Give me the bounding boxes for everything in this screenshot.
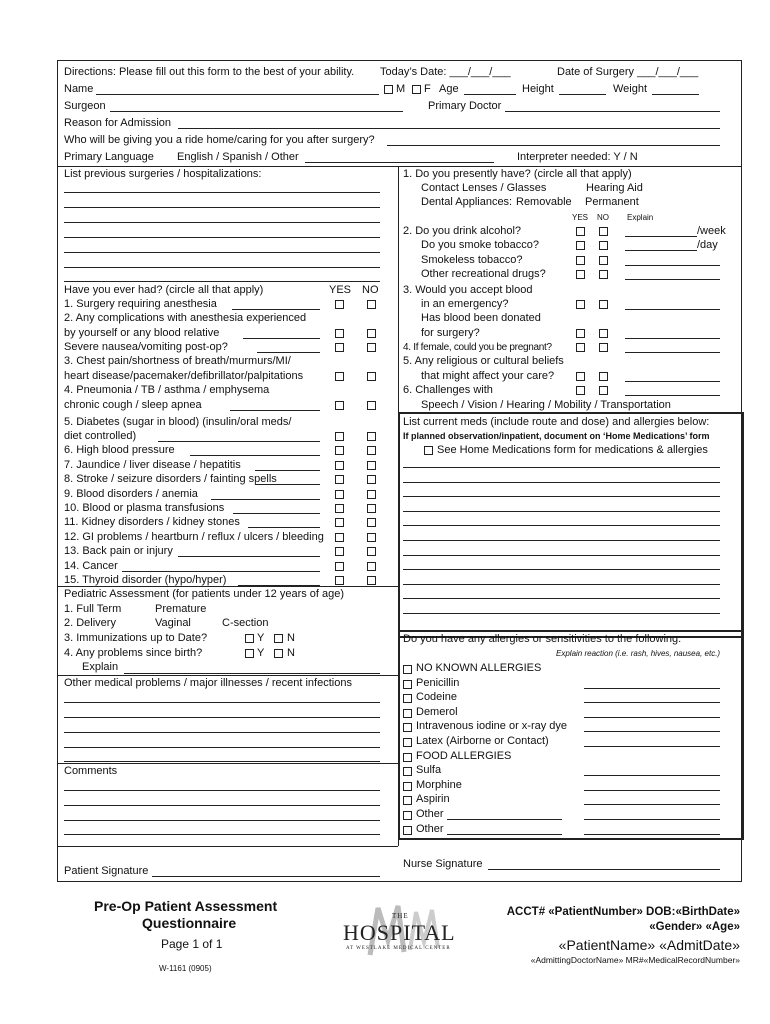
history-no-checkbox[interactable] <box>367 446 376 455</box>
primary-doctor-field[interactable] <box>505 111 720 112</box>
logo-hospital: HOSPITAL <box>343 920 456 945</box>
history-no-checkbox[interactable] <box>367 562 376 571</box>
other-medical-label: Other medical problems / major illnesses / recent infections <box>64 677 352 689</box>
allergy-label: NO KNOWN ALLERGIES <box>416 662 542 674</box>
allergy-label: Other <box>416 808 444 820</box>
explain-reaction-label: Explain reaction (i.e. rash, hives, nausea, etc.) <box>556 649 721 658</box>
no-header: NO <box>362 284 379 296</box>
q3-label: 3. Would you accept blood <box>403 284 533 296</box>
permanent-label: Permanent <box>585 196 639 208</box>
right-no-checkbox[interactable] <box>599 386 608 395</box>
male-label: M <box>396 83 406 95</box>
right-explain-line[interactable] <box>625 309 720 310</box>
history-fill-line[interactable] <box>233 513 320 514</box>
pediatric-title: Pediatric Assessment (for patients under 12 years of age) <box>64 588 345 600</box>
comments-line[interactable] <box>64 805 380 806</box>
allergy-checkbox[interactable] <box>403 665 412 674</box>
allergy-reaction-line[interactable] <box>584 819 720 820</box>
allergy-other-line[interactable] <box>447 834 562 835</box>
contacts-label: Contact Lenses / Glasses <box>421 182 547 194</box>
prev-surgeries-line[interactable] <box>64 237 380 238</box>
signature-divider <box>57 846 398 847</box>
doctor-mr-merge-field: «AdmittingDoctorName» MR#«MedicalRecordNumber» <box>530 955 740 965</box>
allergy-label: Latex (Airborne or Contact) <box>416 735 549 747</box>
right-explain-line[interactable] <box>625 236 697 237</box>
meds-line[interactable] <box>403 496 720 497</box>
meds-line[interactable] <box>403 482 720 483</box>
header-divider <box>57 166 741 167</box>
other-medical-line[interactable] <box>64 747 380 748</box>
smokeless-label: Smokeless tobacco? <box>421 254 523 266</box>
prev-surgeries-line[interactable] <box>64 192 380 193</box>
history-item-label: 7. Jaundice / liver disease / hepatitis <box>64 459 241 471</box>
hearing-label: Hearing Aid <box>586 182 643 194</box>
ped-delivery: 2. Delivery <box>64 617 116 629</box>
meds-line[interactable] <box>403 525 720 526</box>
other-drugs-label: Other recreational drugs? <box>421 268 546 280</box>
history-fill-line[interactable] <box>257 352 320 353</box>
reason-label: Reason for Admission <box>64 117 171 129</box>
todays-date-field[interactable]: Today’s Date: ___/___/___ <box>380 66 511 78</box>
ped-full-term: 1. Full Term <box>64 603 122 615</box>
history-item-label: 1. Surgery requiring anesthesia <box>64 298 217 310</box>
right-no-checkbox[interactable] <box>599 329 608 338</box>
see-home-meds-checkbox[interactable] <box>424 446 433 455</box>
history-fill-line[interactable] <box>248 527 320 528</box>
history-no-checkbox[interactable] <box>367 372 376 381</box>
right-no-checkbox[interactable] <box>599 300 608 309</box>
allergy-label: Sulfa <box>416 764 442 777</box>
ped-vaginal: Vaginal <box>155 617 191 629</box>
allergy-label: Other <box>416 822 444 835</box>
history-no-checkbox[interactable] <box>367 475 376 484</box>
allergy-checkbox[interactable] <box>403 767 412 776</box>
allergy-reaction-line[interactable] <box>584 790 720 791</box>
affect-label: that might affect your care? <box>421 370 555 382</box>
history-yes-checkbox[interactable] <box>335 329 344 338</box>
right-explain-line[interactable] <box>625 338 720 339</box>
have-you-ever-label: Have you ever had? (circle all that apply) <box>64 284 264 296</box>
history-item-label: 13. Back pain or injury <box>64 545 173 557</box>
age-field[interactable] <box>464 94 516 95</box>
allergy-label: Aspirin <box>416 793 450 806</box>
right-no-checkbox[interactable] <box>599 241 608 250</box>
form-title-line2: Questionnaire <box>142 915 237 931</box>
history-no-checkbox[interactable] <box>367 300 376 309</box>
history-yes-checkbox[interactable] <box>335 300 344 309</box>
allergy-checkbox[interactable] <box>403 782 412 791</box>
q6-label: 6. Challenges with <box>403 384 493 396</box>
prev-surgeries-line[interactable] <box>64 267 380 268</box>
history-yes-checkbox[interactable] <box>335 490 344 499</box>
patient-signature-label: Patient Signature <box>64 865 149 877</box>
logo-the: THE <box>392 912 409 920</box>
history-no-checkbox[interactable] <box>367 504 376 513</box>
ped-explain-label: Explain <box>82 661 119 673</box>
other-medical-line[interactable] <box>64 717 380 718</box>
prev-surgeries-line[interactable] <box>64 222 380 223</box>
history-yes-checkbox[interactable] <box>335 533 344 542</box>
ped-premature: Premature <box>155 603 207 615</box>
immunizations-yes-checkbox[interactable] <box>245 634 254 643</box>
prev-surgeries-line[interactable] <box>64 207 380 208</box>
problems-yes-label: Y <box>257 647 265 659</box>
history-fill-line[interactable] <box>211 499 320 500</box>
history-item-label: 12. GI problems / heartburn / reflux / ulcers / bleeding <box>64 531 324 543</box>
height-field[interactable] <box>559 94 606 95</box>
allergy-checkbox[interactable] <box>403 709 412 718</box>
ped-explain-field[interactable] <box>124 673 380 674</box>
other-medical-line[interactable] <box>64 761 380 762</box>
history-item-label: diet controlled) <box>64 430 137 442</box>
history-yes-checkbox[interactable] <box>335 547 344 556</box>
history-item-label: by yourself or any blood relative <box>64 327 220 339</box>
patient-admit-merge-field: «PatientName» «AdmitDate» <box>558 937 740 953</box>
interpreter-label: Interpreter needed: Y / N <box>517 151 638 163</box>
other-medical-line[interactable] <box>64 702 380 703</box>
allergy-title: Do you have any allergies or sensitivities to the following: <box>403 633 682 645</box>
name-field[interactable] <box>96 94 379 95</box>
right-explain-line[interactable] <box>625 279 720 280</box>
primary-language-label: Primary Language <box>64 151 154 163</box>
right-explain-line[interactable] <box>625 381 720 382</box>
dental-label: Dental Appliances: <box>421 196 513 208</box>
day-label: /day <box>697 239 718 251</box>
immunizations-no-checkbox[interactable] <box>274 634 283 643</box>
q2-label: 2. Do you drink alcohol? <box>403 225 522 237</box>
challenges-label: Speech / Vision / Hearing / Mobility / Transportation <box>421 399 671 411</box>
allergy-label: Intravenous iodine or x-ray dye <box>416 720 568 733</box>
right-explain-line[interactable] <box>625 395 720 396</box>
history-item-label: 15. Thyroid disorder (hypo/hyper) <box>64 574 227 586</box>
allergy-other-line[interactable] <box>447 819 562 820</box>
nurse-signature-field[interactable] <box>488 869 720 870</box>
history-item-label: 10. Blood or plasma transfusions <box>64 502 225 514</box>
history-yes-checkbox[interactable] <box>335 576 344 585</box>
history-no-checkbox[interactable] <box>367 533 376 542</box>
right-no-checkbox[interactable] <box>599 256 608 265</box>
allergy-checkbox[interactable] <box>403 796 412 805</box>
meds-line[interactable] <box>403 584 720 585</box>
allergy-checkbox[interactable] <box>403 738 412 747</box>
history-fill-line[interactable] <box>158 441 320 442</box>
surgeon-label: Surgeon <box>64 100 106 112</box>
problems-yes-checkbox[interactable] <box>245 649 254 658</box>
right-no-checkbox[interactable] <box>599 372 608 381</box>
allergy-reaction-line[interactable] <box>584 702 720 703</box>
immunizations-yes-label: Y <box>257 632 265 644</box>
problems-no-checkbox[interactable] <box>274 649 283 658</box>
comments-line[interactable] <box>64 790 380 791</box>
right-yes-checkbox[interactable] <box>576 343 585 352</box>
history-fill-line[interactable] <box>255 484 320 485</box>
right-explain-line[interactable] <box>625 352 720 353</box>
comments-line[interactable] <box>64 834 380 835</box>
meds-line[interactable] <box>403 613 720 614</box>
allergy-reaction-line[interactable] <box>584 731 720 732</box>
allergy-label: Codeine <box>416 691 457 704</box>
allergy-reaction-line[interactable] <box>584 804 720 805</box>
language-other-field[interactable] <box>305 162 494 163</box>
page-number: Page 1 of 1 <box>161 937 223 951</box>
history-item-label: 6. High blood pressure <box>64 444 175 456</box>
right-no-header: NO <box>597 213 609 222</box>
gender-age-merge-field: «Gender» «Age» <box>649 921 740 933</box>
allergy-reaction-line[interactable] <box>584 746 720 747</box>
prev-surgeries-line[interactable] <box>64 252 380 253</box>
history-yes-checkbox[interactable] <box>335 518 344 527</box>
history-yes-checkbox[interactable] <box>335 461 344 470</box>
history-no-checkbox[interactable] <box>367 461 376 470</box>
allergy-label: Penicillin <box>416 676 460 689</box>
prev-surgeries-label: List previous surgeries / hospitalizations: <box>64 168 262 180</box>
right-yes-checkbox[interactable] <box>576 227 585 236</box>
history-item-label: 2. Any complications with anesthesia experienced <box>64 312 307 324</box>
right-no-checkbox[interactable] <box>599 343 608 352</box>
female-label: F <box>424 83 431 95</box>
allergy-checkbox[interactable] <box>403 811 412 820</box>
right-yes-checkbox[interactable] <box>576 372 585 381</box>
ped-csection: C-section <box>222 617 269 629</box>
pediatric-divider <box>57 586 398 587</box>
male-checkbox[interactable] <box>384 85 393 94</box>
right-yes-checkbox[interactable] <box>576 386 585 395</box>
allergy-checkbox[interactable] <box>403 680 412 689</box>
history-yes-checkbox[interactable] <box>335 504 344 513</box>
date-of-surgery-field[interactable]: Date of Surgery ___/___/___ <box>557 66 699 78</box>
name-label: Name <box>64 83 94 95</box>
allergy-label: Morphine <box>416 778 462 791</box>
meds-line[interactable] <box>403 540 720 541</box>
height-label: Height <box>522 83 554 95</box>
allergy-reaction-line[interactable] <box>584 688 720 689</box>
right-yes-checkbox[interactable] <box>576 241 585 250</box>
meds-line[interactable] <box>403 569 720 570</box>
history-item-label: chronic cough / sleep apnea <box>64 399 202 411</box>
allergy-label: FOOD ALLERGIES <box>416 749 512 762</box>
emergency-label: in an emergency? <box>421 298 509 310</box>
reason-field[interactable] <box>178 128 720 129</box>
smoke-label: Do you smoke tobacco? <box>421 239 540 251</box>
history-no-checkbox[interactable] <box>367 576 376 585</box>
history-fill-line[interactable] <box>243 338 320 339</box>
comments-label: Comments <box>64 765 118 777</box>
history-item-label: 3. Chest pain/shortness of breath/murmurs/MI/ <box>64 355 291 367</box>
history-fill-line[interactable] <box>232 309 320 310</box>
right-yes-checkbox[interactable] <box>576 256 585 265</box>
history-no-checkbox[interactable] <box>367 547 376 556</box>
primary-doctor-label: Primary Doctor <box>428 100 502 112</box>
q5-label: 5. Any religious or cultural beliefs <box>403 355 564 367</box>
language-options: English / Spanish / Other <box>177 151 299 163</box>
female-checkbox[interactable] <box>412 85 421 94</box>
history-no-checkbox[interactable] <box>367 329 376 338</box>
history-no-checkbox[interactable] <box>367 518 376 527</box>
hospital-logo <box>340 900 460 960</box>
removable-label: Removable <box>516 196 572 208</box>
patient-signature-field[interactable] <box>152 876 380 877</box>
meds-title: List current meds (include route and dose) and allergies below: <box>403 416 710 428</box>
acct-merge-field: ACCT# «PatientNumber» DOB:«BirthDate» <box>506 906 740 918</box>
history-yes-checkbox[interactable] <box>335 432 344 441</box>
right-yes-checkbox[interactable] <box>576 329 585 338</box>
history-item-label: 9. Blood disorders / anemia <box>64 488 198 500</box>
right-yes-checkbox[interactable] <box>576 300 585 309</box>
allergy-label: Demerol <box>416 705 458 718</box>
allergy-reaction-line[interactable] <box>584 834 720 835</box>
allergy-checkbox[interactable] <box>403 753 412 762</box>
meds-line[interactable] <box>403 598 720 599</box>
meds-line[interactable] <box>403 467 720 468</box>
history-no-checkbox[interactable] <box>367 401 376 410</box>
comments-line[interactable] <box>64 820 380 821</box>
allergy-checkbox[interactable] <box>403 723 412 732</box>
ped-immunizations: 3. Immunizations up to Date? <box>64 632 208 644</box>
history-yes-checkbox[interactable] <box>335 401 344 410</box>
ped-problems: 4. Any problems since birth? <box>64 647 203 659</box>
form-title-line1: Pre-Op Patient Assessment <box>94 898 278 914</box>
history-yes-checkbox[interactable] <box>335 372 344 381</box>
ride-label: Who will be giving you a ride home/caring for you after surgery? <box>64 134 375 146</box>
history-no-checkbox[interactable] <box>367 490 376 499</box>
allergy-checkbox[interactable] <box>403 694 412 703</box>
right-yes-checkbox[interactable] <box>576 270 585 279</box>
prev-surgeries-line[interactable] <box>64 281 380 282</box>
history-item-label: 14. Cancer <box>64 560 118 572</box>
history-item-label: Severe nausea/vomiting post-op? <box>64 341 228 353</box>
allergy-reaction-line[interactable] <box>584 775 720 776</box>
weight-field[interactable] <box>652 94 699 95</box>
history-fill-line[interactable] <box>190 455 320 456</box>
directions-text: Directions: Please fill out this form to the best of your ability. <box>64 66 355 78</box>
surgeon-field[interactable] <box>110 111 403 112</box>
right-no-checkbox[interactable] <box>599 227 608 236</box>
problems-no-label: N <box>287 647 295 659</box>
history-fill-line[interactable] <box>255 470 320 471</box>
history-item-label: 5. Diabetes (sugar in blood) (insulin/oral meds/ <box>64 416 292 428</box>
q1-label: 1. Do you presently have? (circle all that apply) <box>403 168 632 180</box>
week-label: /week <box>697 225 726 237</box>
right-yes-header: YES <box>572 213 589 222</box>
ride-field[interactable] <box>387 145 720 146</box>
right-explain-line[interactable] <box>625 250 697 251</box>
meds-note: If planned observation/inpatient, document on ‘Home Medications’ form <box>403 431 710 441</box>
meds-line[interactable] <box>403 555 720 556</box>
history-item-label: heart disease/pacemaker/defibrillator/palpitations <box>64 370 304 382</box>
meds-line[interactable] <box>403 511 720 512</box>
history-no-checkbox[interactable] <box>367 343 376 352</box>
allergy-checkbox[interactable] <box>403 826 412 835</box>
nurse-signature-label: Nurse Signature <box>403 858 483 870</box>
weight-label: Weight <box>613 83 648 95</box>
history-fill-line[interactable] <box>178 556 320 557</box>
donated-label: Has blood been donated <box>421 312 541 324</box>
allergy-reaction-line[interactable] <box>584 717 720 718</box>
history-no-checkbox[interactable] <box>367 432 376 441</box>
comments-divider <box>57 763 398 764</box>
history-item-label: 8. Stroke / seizure disorders / fainting spells <box>64 473 277 485</box>
right-explain-header: Explain <box>627 213 654 222</box>
q4-label: 4. If female, could you be pregnant? <box>403 342 552 353</box>
history-yes-checkbox[interactable] <box>335 562 344 571</box>
immunizations-no-label: N <box>287 632 295 644</box>
history-yes-checkbox[interactable] <box>335 475 344 484</box>
other-medical-divider <box>57 675 398 676</box>
history-fill-line[interactable] <box>230 410 320 411</box>
history-yes-checkbox[interactable] <box>335 446 344 455</box>
age-label: Age <box>439 83 459 95</box>
yes-header: YES <box>329 284 352 296</box>
other-medical-line[interactable] <box>64 732 380 733</box>
history-item-label: 11. Kidney disorders / kidney stones <box>64 516 240 528</box>
logo-subtitle: AT WESTLAKE MEDICAL CENTER <box>346 946 451 951</box>
see-home-meds-label: See Home Medications form for medications & allergies <box>437 444 708 456</box>
history-yes-checkbox[interactable] <box>335 343 344 352</box>
right-explain-line[interactable] <box>625 265 720 266</box>
form-number: W-1161 (0905) <box>159 964 212 973</box>
history-item-label: 4. Pneumonia / TB / asthma / emphysema <box>64 384 270 396</box>
history-fill-line[interactable] <box>122 571 320 572</box>
for-surgery-label: for surgery? <box>421 327 480 339</box>
right-no-checkbox[interactable] <box>599 270 608 279</box>
